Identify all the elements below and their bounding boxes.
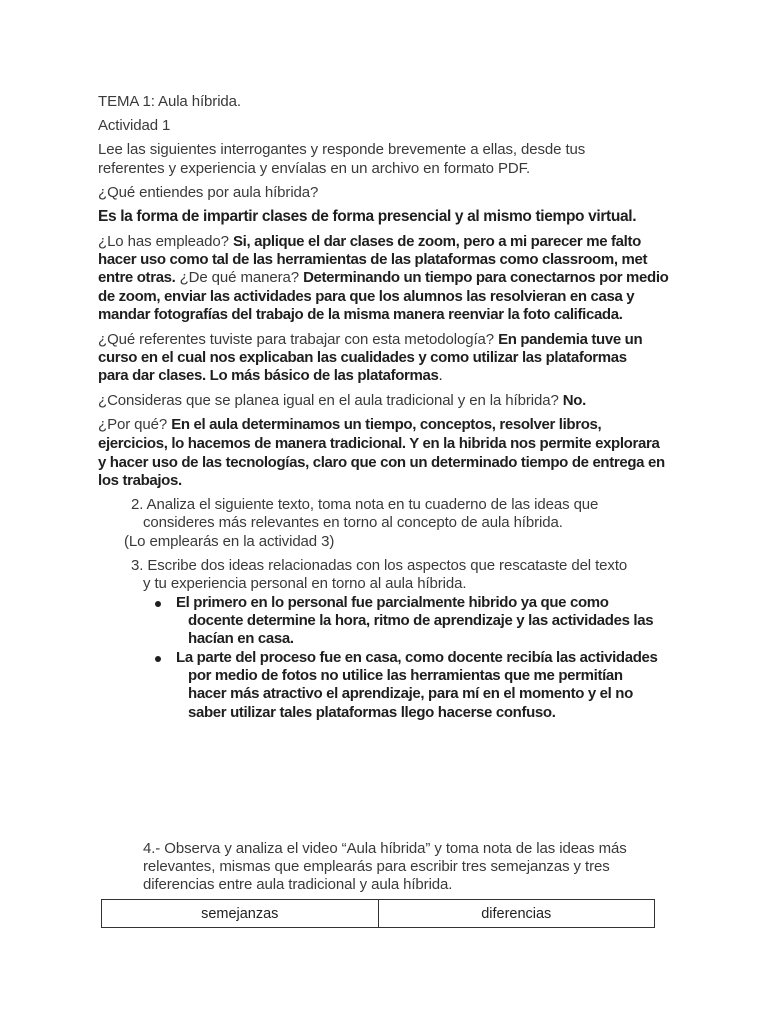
item-3-line-2: y tu experiencia personal en torno al aula híbrida. (143, 575, 467, 592)
item-2-line-1: 2. Analiza el siguiente texto, toma nota en tu cuaderno de las ideas que (131, 496, 599, 513)
answer-6-line-3: y hacer uso de las tecnologías, claro que con un determinado tiempo de entrega en (98, 454, 665, 471)
qa-3-line-1 (98, 269, 668, 286)
question-2: ¿Lo has empleado? (98, 233, 229, 250)
bullet-2-line-2: por medio de fotos no utilice las herramientas que me permitían (188, 667, 623, 684)
question-1: ¿Qué entiendes por aula híbrida? (98, 184, 319, 201)
instructions-line-2: referentes y experiencia y envíalas en un archivo en formato PDF. (98, 160, 531, 177)
answer-2-line-3: entre otras. (98, 269, 176, 286)
qa-4-line-1 (98, 331, 642, 348)
answer-2-line-2: hacer uso como tal de las herramientas de las plataformas como classroom, met (98, 251, 648, 268)
item-4-line-1: 4.- Observa y analiza el video “Aula híbrida” y toma nota de las ideas más (143, 840, 627, 857)
answer-3-line-1: Determinando un tiempo para conectarnos por medio (303, 269, 669, 286)
qa-2-line-1 (98, 233, 641, 250)
answer-4-line-3: para dar clases. Lo más básico de las plataformas (98, 367, 439, 384)
qa-6-line-1 (98, 416, 601, 433)
qa-5 (98, 392, 586, 409)
answer-3-line-3: mandar fotografías del trabajo de la misma manera reenviar la foto calificada. (98, 306, 623, 323)
bullet-2-line-1: La parte del proceso fue en casa, como docente recibía las actividades (176, 649, 658, 666)
answer-3-line-2: de zoom, enviar las actividades para que los alumnos las resolvieran en casa y (98, 288, 635, 305)
bullet-1-line-3: hacían en casa. (188, 630, 294, 647)
answer-1: Es la forma de impartir clases de forma presencial y al mismo tiempo virtual. (98, 208, 637, 225)
item-4-line-2: relevantes, mismas que emplearás para escribir tres semejanzas y tres (143, 858, 610, 875)
question-5: ¿Consideras que se planea igual en el aula tradicional y en la híbrida? (98, 392, 559, 409)
item-3-line-1: 3. Escribe dos ideas relacionadas con los aspectos que rescataste del texto (131, 557, 628, 574)
item-2-line-2: consideres más relevantes en torno al concepto de aula híbrida. (143, 514, 563, 531)
table-header-row (102, 900, 655, 928)
answer-5: No. (562, 392, 586, 409)
actividad-title: Actividad 1 (98, 117, 171, 134)
answer-4-line-1: En pandemia tuve un (498, 331, 643, 348)
question-6: ¿Por qué? (98, 416, 168, 433)
instructions-line-1: Lee las siguientes interrogantes y responde brevemente a ellas, desde tus (98, 141, 586, 158)
question-4: ¿Qué referentes tuviste para trabajar con esta metodología? (98, 331, 494, 348)
header-semejanzas: semejanzas (102, 900, 379, 928)
tema-title: TEMA 1: Aula híbrida. (98, 93, 241, 110)
bullet-dot-1 (155, 601, 161, 607)
item-2-note: (Lo emplearás en la actividad 3) (124, 533, 335, 550)
answer-6-line-4: los trabajos. (98, 472, 182, 489)
bullet-1-line-2: docente determine la hora, ritmo de aprendizaje y las actividades las (188, 612, 654, 629)
answer-6-line-1: En el aula determinamos un tiempo, conceptos, resolver libros, (171, 416, 602, 433)
answer-4-line-3-wrap (98, 367, 442, 384)
answer-4-end: . (438, 367, 443, 384)
item-4-line-3: diferencias entre aula tradicional y aula híbrida. (143, 876, 453, 893)
answer-6-line-2: ejercicios, lo hacemos de manera tradicional. Y en la hibrida nos permite explorara (98, 435, 660, 452)
answer-2-line-1: Si, aplique el dar clases de zoom, pero a mi parecer me falto (232, 233, 641, 250)
bullet-2-line-3: hacer más atractivo el aprendizaje, para mí en el momento y el no (188, 685, 633, 702)
comparison-table (101, 899, 655, 928)
bullet-1-line-1: El primero en lo personal fue parcialmente hibrido ya que como (176, 594, 609, 611)
bullet-2-line-4: saber utilizar tales plataformas llego hacerse confuso. (188, 704, 556, 721)
answer-4-line-2: curso en el cual nos explicaban las cualidades y como utilizar las plataformas (98, 349, 627, 366)
header-diferencias: diferencias (378, 900, 655, 928)
question-3: ¿De qué manera? (179, 269, 299, 286)
bullet-dot-2 (155, 656, 161, 662)
